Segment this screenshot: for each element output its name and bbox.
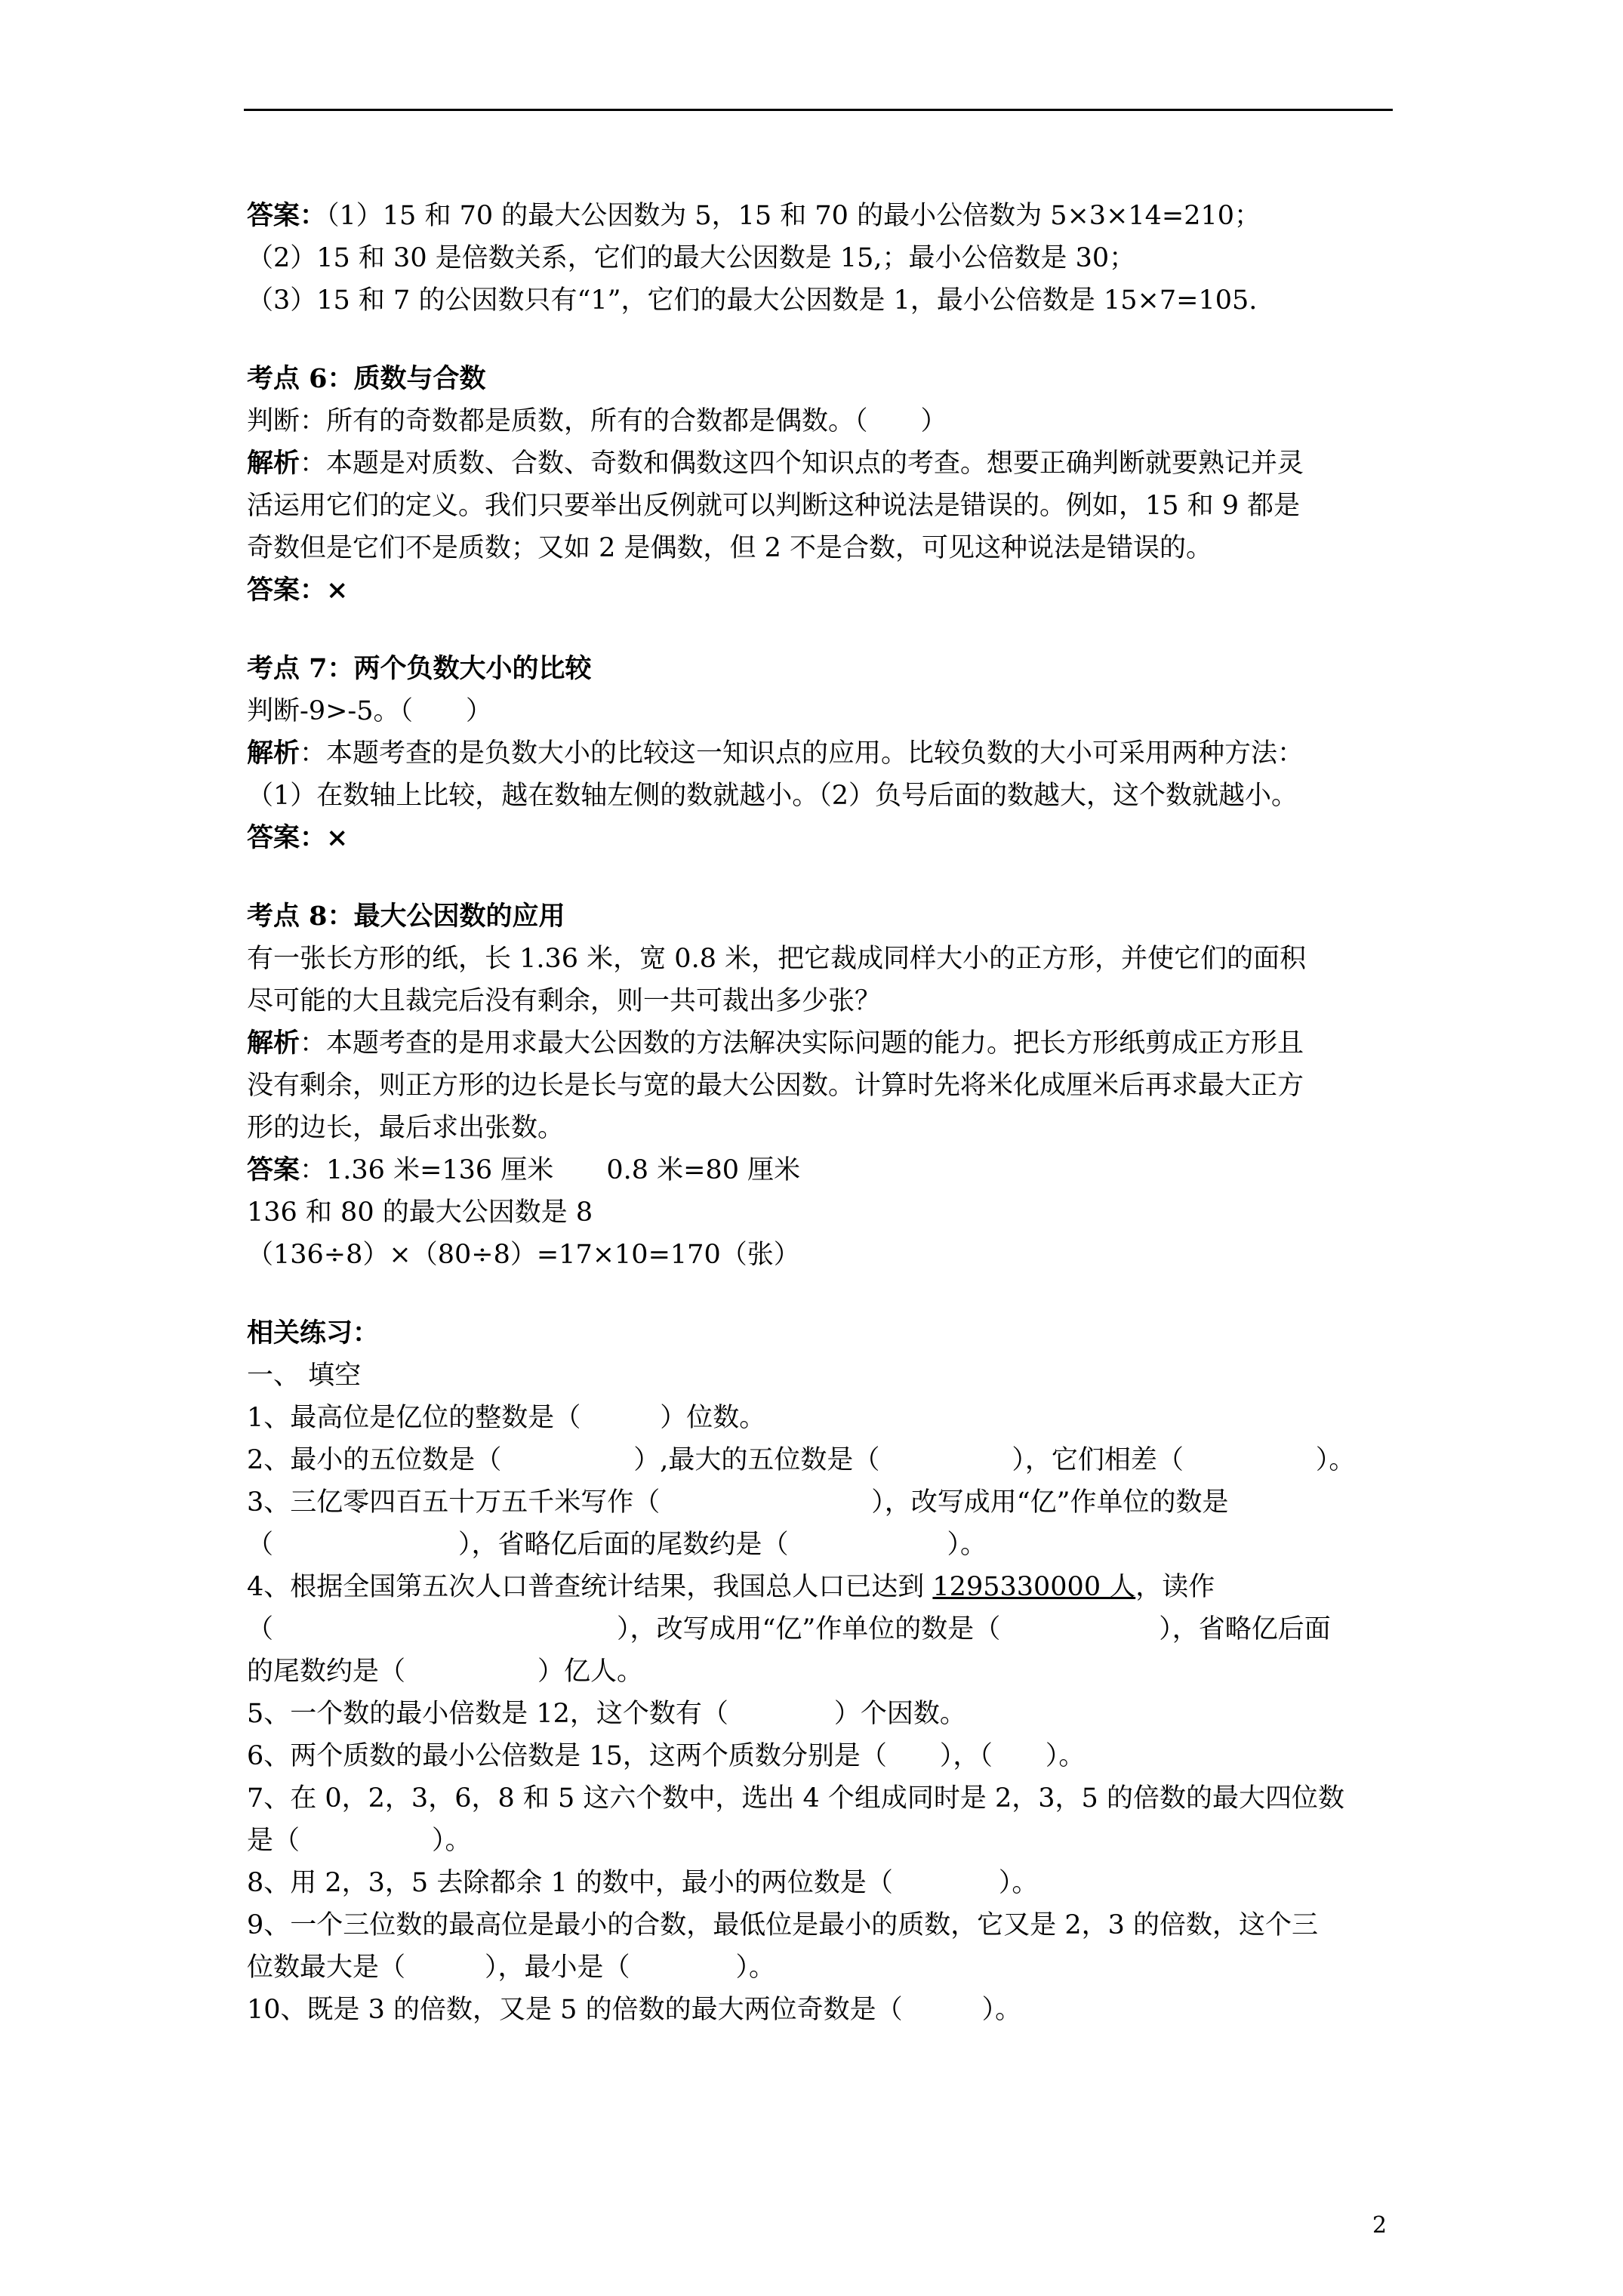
section-8-answer-1: 答案：1.36 米=136 厘米 0.8 米=80 厘米 bbox=[247, 1154, 801, 1185]
section-7-title: 考点 7：两个负数大小的比较 bbox=[247, 653, 592, 684]
section-8-analysis-2: 没有剩余，则正方形的边长是长与宽的最大公因数。计算时先将米化成厘米后再求最大正方 bbox=[247, 1071, 1304, 1101]
section-6-question: 判断：所有的奇数都是质数，所有的合数都是偶数。（ ） bbox=[247, 406, 947, 436]
section-8-question-2: 尽可能的大且裁完后没有剩余，则一共可裁出多少张？ bbox=[247, 986, 882, 1016]
practice-item-8: 8、用 2，3，5 去除都余 1 的数中，最小的两位数是（ ）。 bbox=[247, 1868, 1039, 1898]
practice-item-10: 10、既是 3 的倍数，又是 5 的倍数的最大两位奇数是（ ）。 bbox=[247, 1995, 1022, 2025]
section-6-analysis-3: 奇数但是它们不是质数；又如 2 是偶数，但 2 不是合数，可见这种说法是错误的。 bbox=[247, 533, 1213, 563]
section-6-analysis-1: 解析：本题是对质数、合数、奇数和偶数这四个知识点的考查。想要正确判断就要熟记并灵 bbox=[247, 448, 1304, 479]
section-7-answer: 答案：× bbox=[247, 822, 349, 853]
section-7-question: 判断-9>-5。（ ） bbox=[247, 696, 493, 726]
practice-item-2: 2、最小的五位数是（ ）,最大的五位数是（ ），它们相差（ ）。 bbox=[247, 1445, 1356, 1475]
practice-item-7b: 是（ ）。 bbox=[247, 1826, 472, 1856]
practice-title: 相关练习： bbox=[247, 1318, 380, 1348]
practice-item-5: 5、一个数的最小倍数是 12，这个数有（ ）个因数。 bbox=[247, 1699, 966, 1729]
practice-item-4b: （ ），改写成用“亿”作单位的数是（ ），省略亿后面 bbox=[247, 1614, 1331, 1644]
practice-item-3b: （ ），省略亿后面的尾数约是（ ）。 bbox=[247, 1530, 987, 1560]
section-6-title: 考点 6：质数与合数 bbox=[247, 363, 486, 394]
section-8-answer-3: （136÷8）×（80÷8）=17×10=170（张） bbox=[247, 1240, 800, 1270]
section-8-title: 考点 8：最大公因数的应用 bbox=[247, 901, 565, 932]
practice-item-3a: 3、三亿零四百五十万五千米写作（ ），改写成用“亿”作单位的数是 bbox=[247, 1487, 1229, 1518]
practice-item-1: 1、最高位是亿位的整数是（ ）位数。 bbox=[247, 1403, 766, 1433]
section-6-answer: 答案：× bbox=[247, 575, 349, 606]
answer-label: 答案： bbox=[247, 200, 327, 231]
section-8-answer-2: 136 和 80 的最大公因数是 8 bbox=[247, 1197, 593, 1228]
document-body bbox=[247, 195, 1402, 2031]
practice-subtitle: 一、 填空 bbox=[247, 1361, 362, 1391]
section-7-analysis-2: （1）在数轴上比较，越在数轴左侧的数就越小。（2）负号后面的数越大，这个数就越小。 bbox=[247, 781, 1298, 811]
section-8-analysis-1: 解析：本题考查的是用求最大公因数的方法解决实际问题的能力。把长方形纸剪成正方形且 bbox=[247, 1028, 1304, 1059]
answer-line-2: （2）15 和 30 是倍数关系，它们的最大公因数是 15,；最小公倍数是 30； bbox=[247, 243, 1136, 273]
section-6-analysis-2: 活运用它们的定义。我们只要举出反例就可以判断这种说法是错误的。例如，15 和 9 都是 bbox=[247, 491, 1301, 521]
header-rule bbox=[244, 109, 1393, 111]
practice-item-7a: 7、在 0，2，3，6，8 和 5 这六个数中，选出 4 个组成同时是 2，3，5 的倍数的最大四位数 bbox=[247, 1783, 1344, 1814]
practice-item-9b: 位数最大是（ ），最小是（ ）。 bbox=[247, 1952, 776, 1983]
practice-item-4c: 的尾数约是（ ）亿人。 bbox=[247, 1657, 644, 1687]
practice-item-6: 6、两个质数的最小公倍数是 15，这两个质数分别是（ ），（ ）。 bbox=[247, 1741, 1086, 1771]
section-8-analysis-3: 形的边长，最后求出张数。 bbox=[247, 1113, 565, 1143]
page-number: 2 bbox=[1372, 2212, 1387, 2239]
answer-line-1: 答案：（1）15 和 70 的最大公因数为 5，15 和 70 的最小公倍数为 5×3×14=210； bbox=[247, 200, 1261, 231]
section-7-analysis-1: 解析：本题考查的是负数大小的比较这一知识点的应用。比较负数的大小可采用两种方法： bbox=[247, 738, 1304, 769]
population-number: 1295330000 人 bbox=[932, 1572, 1136, 1602]
answer-line-3: （3）15 和 7 的公因数只有“1”，它们的最大公因数是 1，最小公倍数是 15×7=105. bbox=[247, 285, 1258, 316]
practice-item-9a: 9、一个三位数的最高位是最小的合数，最低位是最小的质数，它又是 2，3 的倍数，这个三 bbox=[247, 1910, 1319, 1940]
section-8-question-1: 有一张长方形的纸，长 1.36 米，宽 0.8 米，把它裁成同样大小的正方形，并使它们的面积 bbox=[247, 944, 1307, 974]
practice-item-4a: 4、根据全国第五次人口普查统计结果，我国总人口已达到 1295330000 人，读作 bbox=[247, 1572, 1215, 1602]
